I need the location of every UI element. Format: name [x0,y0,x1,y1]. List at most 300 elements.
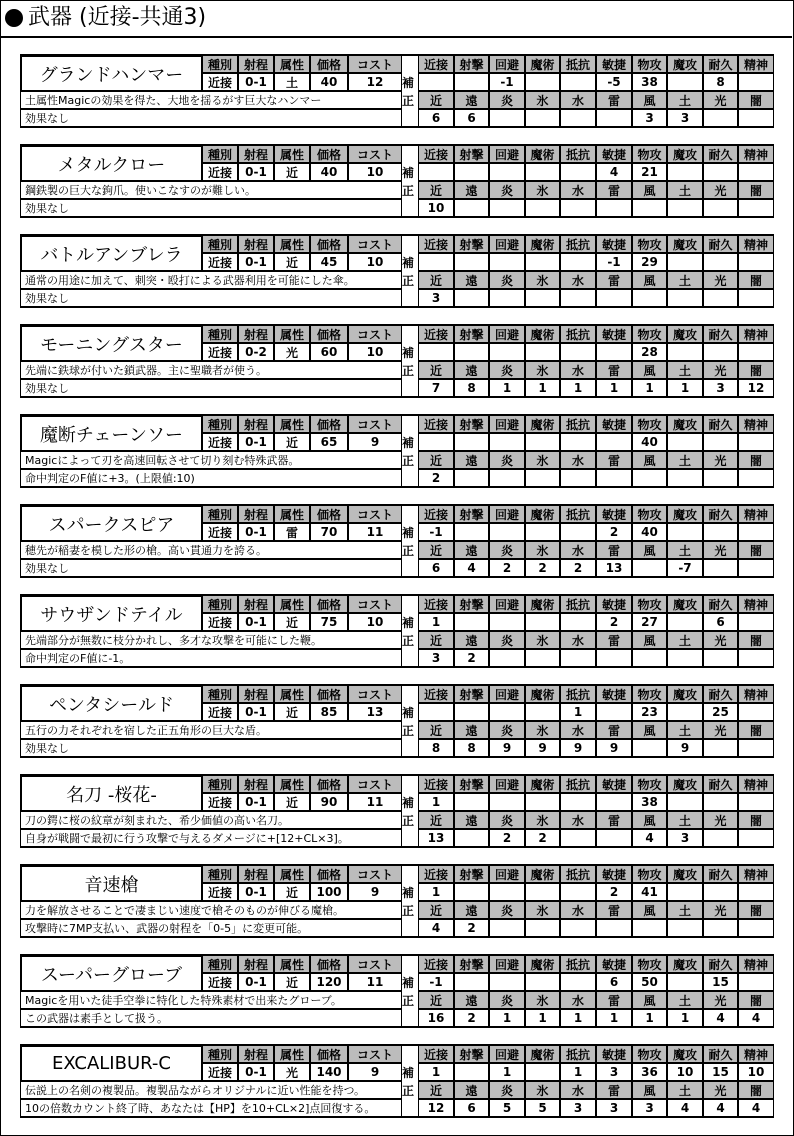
stat-header: 射撃 [454,1045,489,1063]
resist-header: 闇 [738,541,774,559]
resist-header: 雷 [596,901,632,919]
stat-value [560,73,596,91]
resist-header: 遠 [454,991,489,1009]
spec-type-header: 種別 [202,145,238,163]
resist-header: 近 [418,181,454,199]
correction-label-top: 補 [401,705,414,720]
stat-header: 近接 [418,775,454,793]
stat-header: 魔攻 [667,415,703,433]
correction-label-top: 補 [401,975,414,990]
card-top-rule [20,144,774,146]
stat-header: 射撃 [454,685,489,703]
stat-header: 回避 [489,1045,525,1063]
resist-value [489,109,525,127]
resist-value: 1 [525,379,560,397]
weapon-name: 魔断チェーンソー [20,415,202,451]
resist-value: 8 [418,739,454,757]
resist-header: 風 [632,451,667,469]
stat-value [738,253,774,271]
resist-value [703,739,738,757]
spec-range-header: 射程 [238,595,274,613]
stat-value [454,613,489,631]
resist-header: 闇 [738,451,774,469]
resist-header: 氷 [525,361,560,379]
spec-price-header: 価格 [310,235,348,253]
resist-header: 雷 [596,1081,632,1099]
resist-header: 風 [632,811,667,829]
resist-header: 土 [667,181,703,199]
stat-header: 精神 [738,415,774,433]
spec-type-value: 近接 [202,73,238,91]
resist-header: 風 [632,721,667,739]
resist-value: 4 [738,1009,774,1027]
resist-header: 炎 [489,271,525,289]
stat-value: 40 [632,433,667,451]
stat-value [667,343,703,361]
spec-attr-value: 近 [274,163,310,181]
resist-header: 遠 [454,1081,489,1099]
stat-value: 27 [632,613,667,631]
spec-price-header: 価格 [310,505,348,523]
resist-value [738,739,774,757]
card-bottom-rule [20,576,774,578]
stat-header: 魔術 [525,775,560,793]
spec-price-header: 価格 [310,955,348,973]
spec-price-header: 価格 [310,325,348,343]
resist-header: 水 [560,1081,596,1099]
stat-header: 回避 [489,865,525,883]
resist-value [454,289,489,307]
resist-value [703,919,738,937]
resist-value: 3 [418,649,454,667]
stat-header: 近接 [418,505,454,523]
stat-header: 射撃 [454,865,489,883]
resist-value [525,289,560,307]
resist-header: 炎 [489,181,525,199]
stat-header: 射撃 [454,145,489,163]
stat-value [667,793,703,811]
spec-cost-value: 9 [348,883,402,901]
weapon-effect: 攻撃時に7MP支払い、武器の射程を「0-5」に変更可能。 [20,919,402,937]
resist-header: 土 [667,631,703,649]
resist-header: 炎 [489,361,525,379]
resist-header: 光 [703,541,738,559]
card-bottom-rule [20,846,774,848]
resist-value [525,919,560,937]
bullet-icon [5,9,23,27]
resist-header: 遠 [454,631,489,649]
spec-attr-value: 近 [274,433,310,451]
stat-value: 15 [703,1063,738,1081]
stat-value [738,973,774,991]
resist-header: 風 [632,1081,667,1099]
resist-value [738,109,774,127]
resist-value [596,649,632,667]
spec-cost-value: 10 [348,253,402,271]
weapon-card [20,955,774,1027]
stat-header: 回避 [489,685,525,703]
card-bottom-rule [20,126,774,128]
spec-price-header: 価格 [310,865,348,883]
stat-value: 8 [703,73,738,91]
stat-header: 魔術 [525,235,560,253]
resist-header: 水 [560,811,596,829]
resist-value [454,469,489,487]
stat-header: 敏捷 [596,415,632,433]
resist-header: 光 [703,811,738,829]
weapon-description: 通常の用途に加えて、刺突・殴打による武器利用を可能にした傘。 [20,271,402,289]
spec-cost-header: コスト [348,235,402,253]
spec-price-header: 価格 [310,415,348,433]
stat-value [525,73,560,91]
stat-value [667,163,703,181]
stat-value [667,253,703,271]
resist-value: 2 [489,829,525,847]
spec-range-value: 0-1 [238,793,274,811]
resist-header: 氷 [525,541,560,559]
resist-value: 1 [667,379,703,397]
card-top-rule [20,954,774,956]
resist-value: 1 [596,379,632,397]
resist-value [596,919,632,937]
spec-attr-header: 属性 [274,145,310,163]
stat-header: 耐久 [703,595,738,613]
correction-label-bottom: 正 [401,453,414,468]
resist-value: 6 [418,109,454,127]
stat-value [560,343,596,361]
resist-value [560,469,596,487]
spec-type-value: 近接 [202,1063,238,1081]
spec-type-value: 近接 [202,973,238,991]
resist-value [560,289,596,307]
spec-range-header: 射程 [238,955,274,973]
spec-price-value: 120 [310,973,348,991]
stat-header: 回避 [489,235,525,253]
resist-header: 水 [560,451,596,469]
stat-header: 精神 [738,775,774,793]
card-bottom-rule [20,1116,774,1118]
weapon-name: スーパーグローブ [20,955,202,991]
spec-cost-header: コスト [348,685,402,703]
spec-range-header: 射程 [238,55,274,73]
weapon-effect: 10の倍数カウント終了時、あなたは【HP】を10+CL×2]点回復する。 [20,1099,402,1117]
resist-value [560,109,596,127]
stat-header: 回避 [489,145,525,163]
resist-value [738,919,774,937]
resist-header: 光 [703,901,738,919]
stat-value: 1 [418,883,454,901]
stat-header: 抵抗 [560,775,596,793]
resist-header: 遠 [454,91,489,109]
stat-value: 2 [596,523,632,541]
resist-header: 闇 [738,361,774,379]
resist-header: 風 [632,361,667,379]
stat-header: 回避 [489,55,525,73]
stat-header: 魔攻 [667,1045,703,1063]
spec-type-value: 近接 [202,343,238,361]
stat-header: 精神 [738,55,774,73]
spec-range-header: 射程 [238,145,274,163]
spec-attr-value: 近 [274,883,310,901]
resist-value [738,649,774,667]
stat-header: 耐久 [703,55,738,73]
stat-header: 近接 [418,145,454,163]
correction-label-bottom: 正 [401,1083,414,1098]
stat-header: 精神 [738,685,774,703]
stat-value [418,703,454,721]
stat-value [525,253,560,271]
resist-header: 近 [418,811,454,829]
resist-value: 3 [560,1099,596,1117]
spec-price-value: 75 [310,613,348,631]
spec-attr-value: 光 [274,343,310,361]
resist-header: 土 [667,1081,703,1099]
resist-value [667,289,703,307]
stat-header: 回避 [489,595,525,613]
resist-header: 雷 [596,991,632,1009]
stat-header: 魔攻 [667,685,703,703]
resist-header: 遠 [454,901,489,919]
stat-header: 耐久 [703,955,738,973]
stat-value: -1 [596,253,632,271]
resist-value [632,289,667,307]
weapon-card [20,1045,774,1117]
spec-cost-header: コスト [348,505,402,523]
spec-type-value: 近接 [202,793,238,811]
resist-header: 光 [703,361,738,379]
resist-value: 3 [596,1099,632,1117]
weapon-description: 先端部分が無数に枝分かれし、多才な攻撃を可能にした鞭。 [20,631,402,649]
spec-cost-header: コスト [348,1045,402,1063]
spec-attr-header: 属性 [274,415,310,433]
resist-header: 風 [632,91,667,109]
stat-header: 近接 [418,55,454,73]
stat-value: 1 [560,703,596,721]
stat-value [560,613,596,631]
weapon-description: Magicを用いた徒手空拳に特化した特殊素材で出来たグローブ。 [20,991,402,1009]
weapon-effect: 効果なし [20,739,402,757]
resist-header: 水 [560,901,596,919]
resist-header: 氷 [525,901,560,919]
weapon-card [20,415,774,487]
stat-header: 耐久 [703,325,738,343]
resist-value: 9 [489,739,525,757]
resist-header: 土 [667,451,703,469]
resist-value: 8 [454,379,489,397]
resist-value: 6 [418,559,454,577]
stat-value [738,343,774,361]
card-top-rule [20,54,774,56]
resist-value: 2 [418,469,454,487]
weapon-name: ペンタシールド [20,685,202,721]
stat-value: 2 [596,613,632,631]
resist-value [738,559,774,577]
resist-header: 闇 [738,181,774,199]
stat-value [596,703,632,721]
stat-header: 近接 [418,595,454,613]
stat-value [703,883,738,901]
stat-header: 耐久 [703,775,738,793]
stat-header: 抵抗 [560,415,596,433]
stat-header: 物攻 [632,1045,667,1063]
stat-value [560,253,596,271]
correction-label-bottom: 正 [401,993,414,1008]
resist-header: 闇 [738,811,774,829]
stat-value: 21 [632,163,667,181]
resist-value [489,919,525,937]
stat-value: 50 [632,973,667,991]
resist-header: 遠 [454,541,489,559]
weapon-card [20,505,774,577]
stat-header: 魔術 [525,415,560,433]
spec-price-value: 40 [310,73,348,91]
stat-value [560,883,596,901]
stat-value [703,793,738,811]
resist-header: 水 [560,361,596,379]
stat-header: 物攻 [632,685,667,703]
weapon-description: 先端に鉄球が付いた鎖武器。主に聖職者が使う。 [20,361,402,379]
resist-value [525,649,560,667]
spec-range-header: 射程 [238,325,274,343]
stat-header: 敏捷 [596,325,632,343]
spec-price-header: 価格 [310,685,348,703]
resist-value: 4 [418,919,454,937]
resist-value [738,289,774,307]
correction-label-bottom: 正 [401,543,414,558]
card-bottom-rule [20,936,774,938]
resist-header: 光 [703,991,738,1009]
resist-header: 闇 [738,1081,774,1099]
spec-range-value: 0-1 [238,613,274,631]
stat-value [667,433,703,451]
resist-value: 3 [418,289,454,307]
resist-value: 10 [418,199,454,217]
stat-value [738,73,774,91]
spec-range-value: 0-1 [238,253,274,271]
stat-header: 射撃 [454,955,489,973]
resist-header: 闇 [738,721,774,739]
correction-label-bottom: 正 [401,93,414,108]
spec-attr-value: 光 [274,1063,310,1081]
weapon-description: 刀の鍔に桜の紋章が刻まれた、希少価値の高い名刀。 [20,811,402,829]
stat-header: 物攻 [632,955,667,973]
resist-value [632,649,667,667]
resist-value: 4 [703,1099,738,1117]
resist-header: 土 [667,91,703,109]
stat-header: 抵抗 [560,955,596,973]
resist-header: 水 [560,721,596,739]
resist-header: 炎 [489,991,525,1009]
stat-header: 魔攻 [667,955,703,973]
resist-value: 6 [454,1099,489,1117]
stat-value [703,343,738,361]
spec-range-value: 0-1 [238,433,274,451]
resist-header: 近 [418,1081,454,1099]
spec-range-header: 射程 [238,505,274,523]
stat-value [667,703,703,721]
card-bottom-rule [20,666,774,668]
resist-value [596,829,632,847]
stat-value [738,523,774,541]
resist-value [667,199,703,217]
resist-header: 近 [418,721,454,739]
stat-value: 15 [703,973,738,991]
stat-header: 魔攻 [667,505,703,523]
resist-header: 雷 [596,271,632,289]
stat-header: 回避 [489,955,525,973]
resist-value: 8 [454,739,489,757]
resist-value [703,559,738,577]
resist-value [632,739,667,757]
spec-range-value: 0-1 [238,883,274,901]
stat-value [525,883,560,901]
spec-attr-header: 属性 [274,595,310,613]
spec-range-header: 射程 [238,775,274,793]
resist-header: 炎 [489,91,525,109]
card-top-rule [20,414,774,416]
stat-header: 近接 [418,685,454,703]
spec-attr-header: 属性 [274,325,310,343]
card-bottom-rule [20,216,774,218]
resist-value [703,289,738,307]
stat-value: 10 [667,1063,703,1081]
correction-label-top: 補 [401,795,414,810]
resist-value: 3 [632,109,667,127]
resist-header: 風 [632,991,667,1009]
spec-price-value: 140 [310,1063,348,1081]
resist-value [454,829,489,847]
resist-header: 氷 [525,451,560,469]
spec-range-value: 0-1 [238,973,274,991]
stat-value [489,163,525,181]
spec-attr-header: 属性 [274,505,310,523]
weapon-effect: 効果なし [20,199,402,217]
correction-label-top: 補 [401,345,414,360]
stat-header: 抵抗 [560,235,596,253]
spec-price-value: 45 [310,253,348,271]
correction-label-top: 補 [401,255,414,270]
resist-value [738,199,774,217]
stat-value [560,433,596,451]
stat-header: 耐久 [703,415,738,433]
resist-header: 水 [560,541,596,559]
resist-value [596,199,632,217]
resist-header: 風 [632,541,667,559]
resist-value: 13 [418,829,454,847]
card-top-rule [20,864,774,866]
spec-type-value: 近接 [202,433,238,451]
weapon-effect: この武器は素手として扱う。 [20,1009,402,1027]
resist-header: 遠 [454,361,489,379]
stat-header: 抵抗 [560,595,596,613]
stat-value [525,343,560,361]
stat-header: 射撃 [454,595,489,613]
spec-cost-value: 11 [348,973,402,991]
resist-value: 2 [489,559,525,577]
resist-header: 近 [418,991,454,1009]
weapon-name: 音速槍 [20,865,202,901]
stat-header: 耐久 [703,505,738,523]
stat-value [738,613,774,631]
stat-header: 敏捷 [596,55,632,73]
resist-header: 雷 [596,631,632,649]
spec-range-header: 射程 [238,235,274,253]
resist-header: 遠 [454,181,489,199]
stat-header: 敏捷 [596,955,632,973]
stat-value [667,613,703,631]
resist-value: 1 [632,1009,667,1027]
spec-range-value: 0-1 [238,523,274,541]
